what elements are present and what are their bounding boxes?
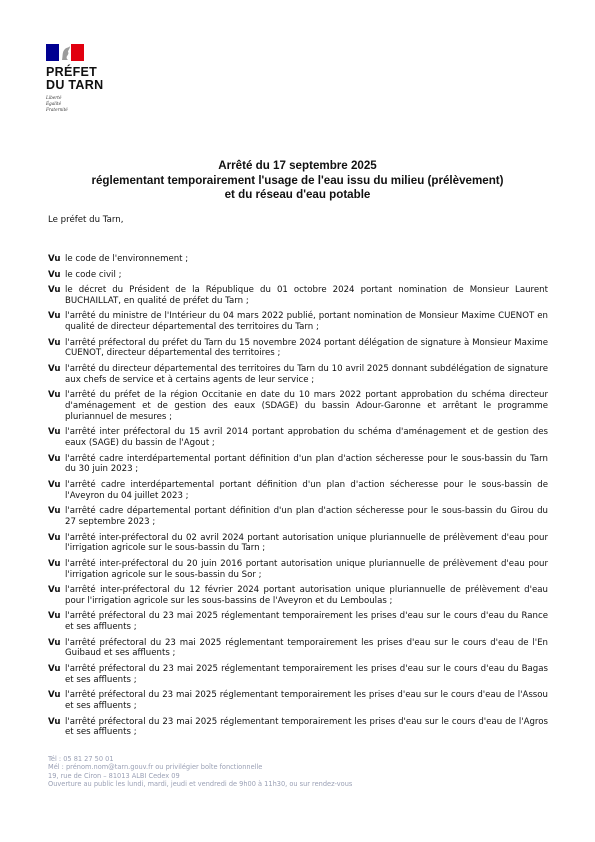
visa-item <box>48 638 548 659</box>
intro-text: Le préfet du Tarn, <box>48 215 124 225</box>
visa-text: le code civil ; <box>65 269 122 280</box>
visa-item <box>48 717 548 738</box>
visa-text: l'arrêté inter-préfectoral du 20 juin 2016 portant autorisation unique pluriannuelle de prélèvement d'eau pour l'irrigation agricole sur le sous-bassin du Sor ; <box>65 558 548 580</box>
prefecture-logo <box>46 44 116 113</box>
visa-label: Vu <box>48 664 61 675</box>
title-line-1: Arrêté du 17 septembre 2025 <box>218 159 377 172</box>
visa-label: Vu <box>48 716 61 727</box>
visa-label: Vu <box>48 337 61 348</box>
visa-label: Vu <box>48 364 61 375</box>
visa-item <box>48 533 548 554</box>
visa-item <box>48 585 548 606</box>
brand-line-2: DU TARN <box>46 78 104 92</box>
visa-item <box>48 254 548 265</box>
visa-label: Vu <box>48 479 61 490</box>
title-line-2: réglementant temporairement l'usage de l'eau issu du milieu (prélèvement) <box>91 173 504 187</box>
footer-contact <box>48 755 352 788</box>
motto-fraternite: Fraternité <box>46 107 68 112</box>
visa-label: Vu <box>48 532 61 543</box>
visa-text: l'arrêté inter-préfectoral du 12 février 2024 portant autorisation unique pluriannuelle de prélèvement d'eau pour l'irrigation agricole sur les sous-bassins de l'Aveyron et du Lemboulas ; <box>65 585 548 606</box>
visa-text: l'arrêté préfectoral du 23 mai 2025 réglementant temporairement les prises d'eau sur le cours d'eau de l'En Guibaud et ses affluents ; <box>65 637 548 659</box>
visa-item <box>48 390 548 422</box>
document-title <box>60 159 535 203</box>
visa-item <box>48 506 548 527</box>
visa-label: Vu <box>48 690 61 701</box>
visa-text: l'arrêté cadre interdépartemental portant définition d'un plan d'action sécheresse pour le sous-bassin du Tarn du 30 juin 2023 ; <box>65 453 548 475</box>
title-line-3: et du réseau d'eau potable <box>224 188 371 201</box>
republic-motto <box>46 95 116 113</box>
visa-item <box>48 480 548 501</box>
visa-text: l'arrêté cadre interdépartemental portant définition d'un plan d'action sécheresse pour le sous-bassin de l'Aveyron du 04 juillet 2023 ; <box>65 479 548 501</box>
visa-label: Vu <box>48 390 61 401</box>
visa-label: Vu <box>48 311 61 322</box>
visa-label: Vu <box>48 269 61 280</box>
visa-text: l'arrêté inter-préfectoral du 02 avril 2024 portant autorisation unique pluriannuelle de prélèvement d'eau pour l'irrigation agricole sur le sous-bassin du Tarn ; <box>65 532 548 554</box>
visa-text: l'arrêté préfectoral du 23 mai 2025 réglementant temporairement les prises d'eau sur le cours d'eau de l'Agros et ses affluents ; <box>65 716 548 738</box>
visa-item <box>48 427 548 448</box>
visa-item <box>48 311 548 332</box>
motto-liberte: Liberté <box>46 95 62 100</box>
visa-label: Vu <box>48 585 61 596</box>
visa-label: Vu <box>48 506 61 517</box>
visa-text: le décret du Président de la République du 01 octobre 2024 portant nomination de Monsieur Laurent BUCHAILLAT, en qualité de préfet du Tarn ; <box>65 285 548 306</box>
visa-label: Vu <box>48 453 61 464</box>
visa-text: l'arrêté du préfet de la région Occitanie en date du 10 mars 2022 portant approbation du schéma directeur d'aménagement et de gestion des eaux (SDAGE) du bassin Adour-Garonne et arrêtant le programme pluriannuel de mesures ; <box>65 390 548 422</box>
visa-text: l'arrêté préfectoral du 23 mai 2025 réglementant temporairement les prises d'eau sur le cours d'eau de l'Assou et ses affluents ; <box>65 690 548 712</box>
visa-text: le code de l'environnement ; <box>65 254 189 264</box>
visa-text: l'arrêté préfectoral du préfet du Tarn du 15 novembre 2024 portant délégation de signature à Monsieur Maxime CUENOT, directeur départemental des territoires ; <box>65 337 548 359</box>
visa-list <box>48 254 548 743</box>
visa-label: Vu <box>48 427 61 438</box>
visa-label: Vu <box>48 637 61 648</box>
visa-item <box>48 690 548 711</box>
visa-item <box>48 664 548 685</box>
visa-text: l'arrêté cadre départemental portant définition d'un plan d'action sécheresse pour le sous-bassin du Girou du 27 septembre 2023 ; <box>65 506 548 527</box>
visa-text: l'arrêté préfectoral du 23 mai 2025 réglementant temporairement les prises d'eau sur le cours d'eau du Bagas et ses affluents ; <box>65 664 548 685</box>
visa-item <box>48 364 548 385</box>
visa-item <box>48 338 548 359</box>
marianne-flag-icon <box>46 44 84 61</box>
motto-egalite: Égalité <box>46 101 62 106</box>
visa-item <box>48 611 548 632</box>
visa-label: Vu <box>48 254 61 264</box>
footer-hours: Ouverture au public les lundi, mardi, jeudi et vendredi de 9h00 à 11h30, ou sur rendez-vous <box>48 779 353 788</box>
footer-phone: Tél : 05 81 27 50 01 <box>48 755 114 763</box>
visa-item <box>48 285 548 306</box>
footer-address: 19, rue de Ciron – 81013 ALBI Cedex 09 <box>48 771 180 780</box>
visa-text: l'arrêté du ministre de l'Intérieur du 04 mars 2022 publié, portant nomination de Monsieur Maxime CUENOT en qualité de directeur départemental des territoires du Tarn ; <box>65 311 548 333</box>
visa-text: l'arrêté préfectoral du 23 mai 2025 réglementant temporairement les prises d'eau sur le cours d'eau du Rance et ses affluents ; <box>65 611 548 633</box>
visa-item <box>48 559 548 580</box>
visa-text: l'arrêté inter préfectoral du 15 avril 2014 portant approbation du schéma d'aménagement et de gestion des eaux (SAGE) du bassin de l'Agout ; <box>65 427 548 449</box>
visa-item <box>48 454 548 475</box>
visa-label: Vu <box>48 285 61 296</box>
brand-line-1: PRÉFET <box>46 65 98 79</box>
visa-label: Vu <box>48 558 61 569</box>
visa-text: l'arrêté du directeur départemental des territoires du Tarn du 10 avril 2025 donnant subdélégation de signature aux chefs de service et à certains agents de leur service ; <box>65 364 548 385</box>
prefecture-name <box>46 66 116 92</box>
visa-label: Vu <box>48 611 61 622</box>
visa-item <box>48 270 548 281</box>
footer-email: Mél : prénom.nom@tarn.gouv.fr ou privilégier boîte fonctionnelle <box>48 763 263 772</box>
